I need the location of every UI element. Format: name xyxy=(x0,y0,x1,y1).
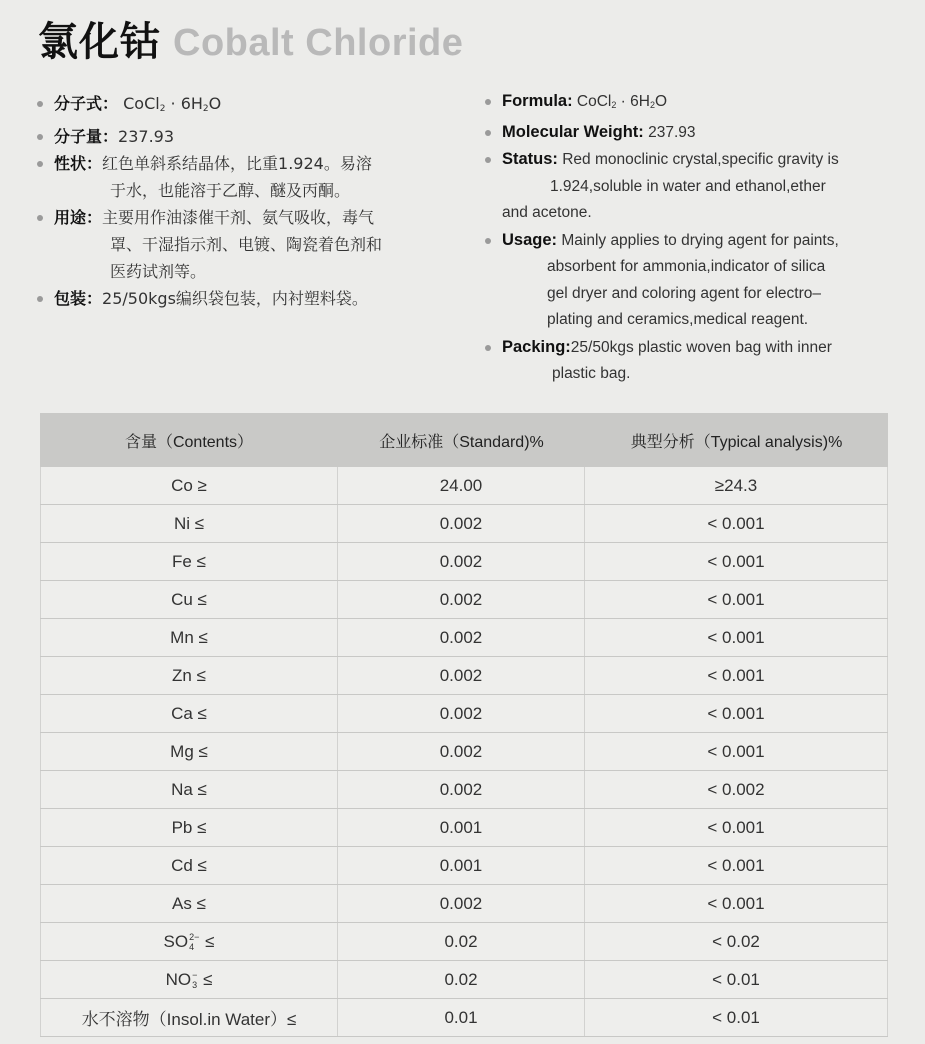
cell-typical: < 0.02 xyxy=(585,923,888,960)
bullet-icon xyxy=(37,161,43,167)
bullet-icon xyxy=(485,130,491,136)
cell-standard: 0.01 xyxy=(338,999,585,1036)
cell-typical: < 0.001 xyxy=(585,695,888,732)
cell-typical: ≥24.3 xyxy=(585,467,888,504)
table-row xyxy=(40,885,888,923)
cell-content: Cd ≤ xyxy=(40,847,338,884)
table-body xyxy=(40,467,888,1037)
table-row xyxy=(40,695,888,733)
chinese-specs xyxy=(30,90,460,312)
title-chinese: 氯化钴 xyxy=(38,19,161,65)
table-row xyxy=(40,847,888,885)
cell-typical: < 0.001 xyxy=(585,543,888,580)
header-contents: 含量（Contents） xyxy=(124,433,254,451)
cell-standard: 0.002 xyxy=(338,885,585,922)
cell-typical: < 0.002 xyxy=(585,771,888,808)
table-row xyxy=(40,657,888,695)
cell-content: Co ≥ xyxy=(40,467,338,504)
cell-standard: 0.002 xyxy=(338,505,585,542)
spec-usage-cn: 用途：主要用作油漆催干剂、氨气吸收，毒气 罩、干湿指示剂、电镀、陶瓷着色剂和 医药试剂等。 xyxy=(30,204,460,285)
cell-content: Ni ≤ xyxy=(40,505,338,542)
formula-value: CoCl$_2$ · $6H_2O$ xyxy=(123,94,222,114)
table-row xyxy=(40,467,888,505)
cell-standard: 0.001 xyxy=(338,809,585,846)
cell-standard: 0.002 xyxy=(338,543,585,580)
cell-content: Pb ≤ xyxy=(40,809,338,846)
cell-standard: 0.001 xyxy=(338,847,585,884)
cell-standard: 0.002 xyxy=(338,657,585,694)
cell-content: Mn ≤ xyxy=(40,619,338,656)
cell-content: NO − 3 ≤ xyxy=(40,961,338,998)
cell-content: Ca ≤ xyxy=(40,695,338,732)
bullet-icon xyxy=(485,238,491,244)
cell-content: Zn ≤ xyxy=(40,657,338,694)
cell-typical: < 0.001 xyxy=(585,809,888,846)
spec-usage-en: Usage: Mainly applies to drying agent for paints, absorbent for ammonia,indicator of silica gel dryer and coloring agent for electro– plating and ceramics,medical reagent. xyxy=(478,227,918,334)
table-row xyxy=(40,581,888,619)
title-english: Cobalt Chloride xyxy=(173,22,464,64)
specification-table xyxy=(40,413,888,1037)
table-row xyxy=(40,771,888,809)
cell-standard: 24.00 xyxy=(338,467,585,504)
cell-typical: < 0.01 xyxy=(585,961,888,998)
table-row xyxy=(40,923,888,961)
cell-standard: 0.002 xyxy=(338,733,585,770)
cell-standard: 0.002 xyxy=(338,771,585,808)
cell-standard: 0.002 xyxy=(338,619,585,656)
cell-content: Fe ≤ xyxy=(40,543,338,580)
spec-weight-en: Molecular Weight: 237.93 xyxy=(478,119,918,147)
cell-typical: < 0.01 xyxy=(585,999,888,1036)
english-specs xyxy=(478,88,918,388)
cell-typical: < 0.001 xyxy=(585,505,888,542)
bullet-icon xyxy=(37,101,43,107)
header-typical: 典型分析（Typical analysis)% xyxy=(630,433,843,451)
table-row xyxy=(40,961,888,999)
cell-content: As ≤ xyxy=(40,885,338,922)
spec-weight-cn: 分子量：237.93 xyxy=(30,123,460,150)
cell-content: Mg ≤ xyxy=(40,733,338,770)
page-title xyxy=(38,10,463,67)
table-row xyxy=(40,999,888,1037)
bullet-icon xyxy=(485,345,491,351)
spec-packing-en: Packing:25/50kgs plastic woven bag with inner plastic bag. xyxy=(478,334,918,388)
table-row xyxy=(40,619,888,657)
header-standard: 企业标准（Standard)% xyxy=(379,433,544,451)
spec-status-cn: 性状：红色单斜系结晶体，比重1.924。易溶 于水，也能溶于乙醇、醚及丙酮。 xyxy=(30,150,460,204)
spec-status-en: Status: Red monoclinic crystal,specific gravity is 1.924,soluble in water and ethanol,ether and acetone. xyxy=(478,146,918,227)
cell-typical: < 0.001 xyxy=(585,657,888,694)
cell-standard: 0.002 xyxy=(338,581,585,618)
table-row xyxy=(40,809,888,847)
table-row xyxy=(40,543,888,581)
table-header xyxy=(40,413,888,467)
cell-content: SO 2− 4 ≤ xyxy=(40,923,338,960)
spec-formula-en: Formula: CoCl$_2$ · $6H_2O$ xyxy=(478,88,918,119)
bullet-icon xyxy=(37,134,43,140)
cell-standard: 0.02 xyxy=(338,961,585,998)
cell-typical: < 0.001 xyxy=(585,619,888,656)
bullet-icon xyxy=(485,157,491,163)
table-row xyxy=(40,505,888,543)
bullet-icon xyxy=(37,215,43,221)
cell-typical: < 0.001 xyxy=(585,885,888,922)
cell-standard: 0.02 xyxy=(338,923,585,960)
cell-content: 水不溶物（Insol.in Water）≤ xyxy=(40,999,338,1036)
cell-content: Na ≤ xyxy=(40,771,338,808)
spec-formula-cn: 分子式： CoCl$_2$ · $6H_2O$ xyxy=(30,90,460,123)
bullet-icon xyxy=(485,99,491,105)
cell-typical: < 0.001 xyxy=(585,847,888,884)
bullet-icon xyxy=(37,296,43,302)
cell-standard: 0.002 xyxy=(338,695,585,732)
spec-packing-cn: 包装：25/50kgs编织袋包装，内衬塑料袋。 xyxy=(30,285,460,312)
cell-content: Cu ≤ xyxy=(40,581,338,618)
table-row xyxy=(40,733,888,771)
cell-typical: < 0.001 xyxy=(585,733,888,770)
cell-typical: < 0.001 xyxy=(585,581,888,618)
formula-value: CoCl$_2$ · $6H_2O$ xyxy=(576,93,668,110)
